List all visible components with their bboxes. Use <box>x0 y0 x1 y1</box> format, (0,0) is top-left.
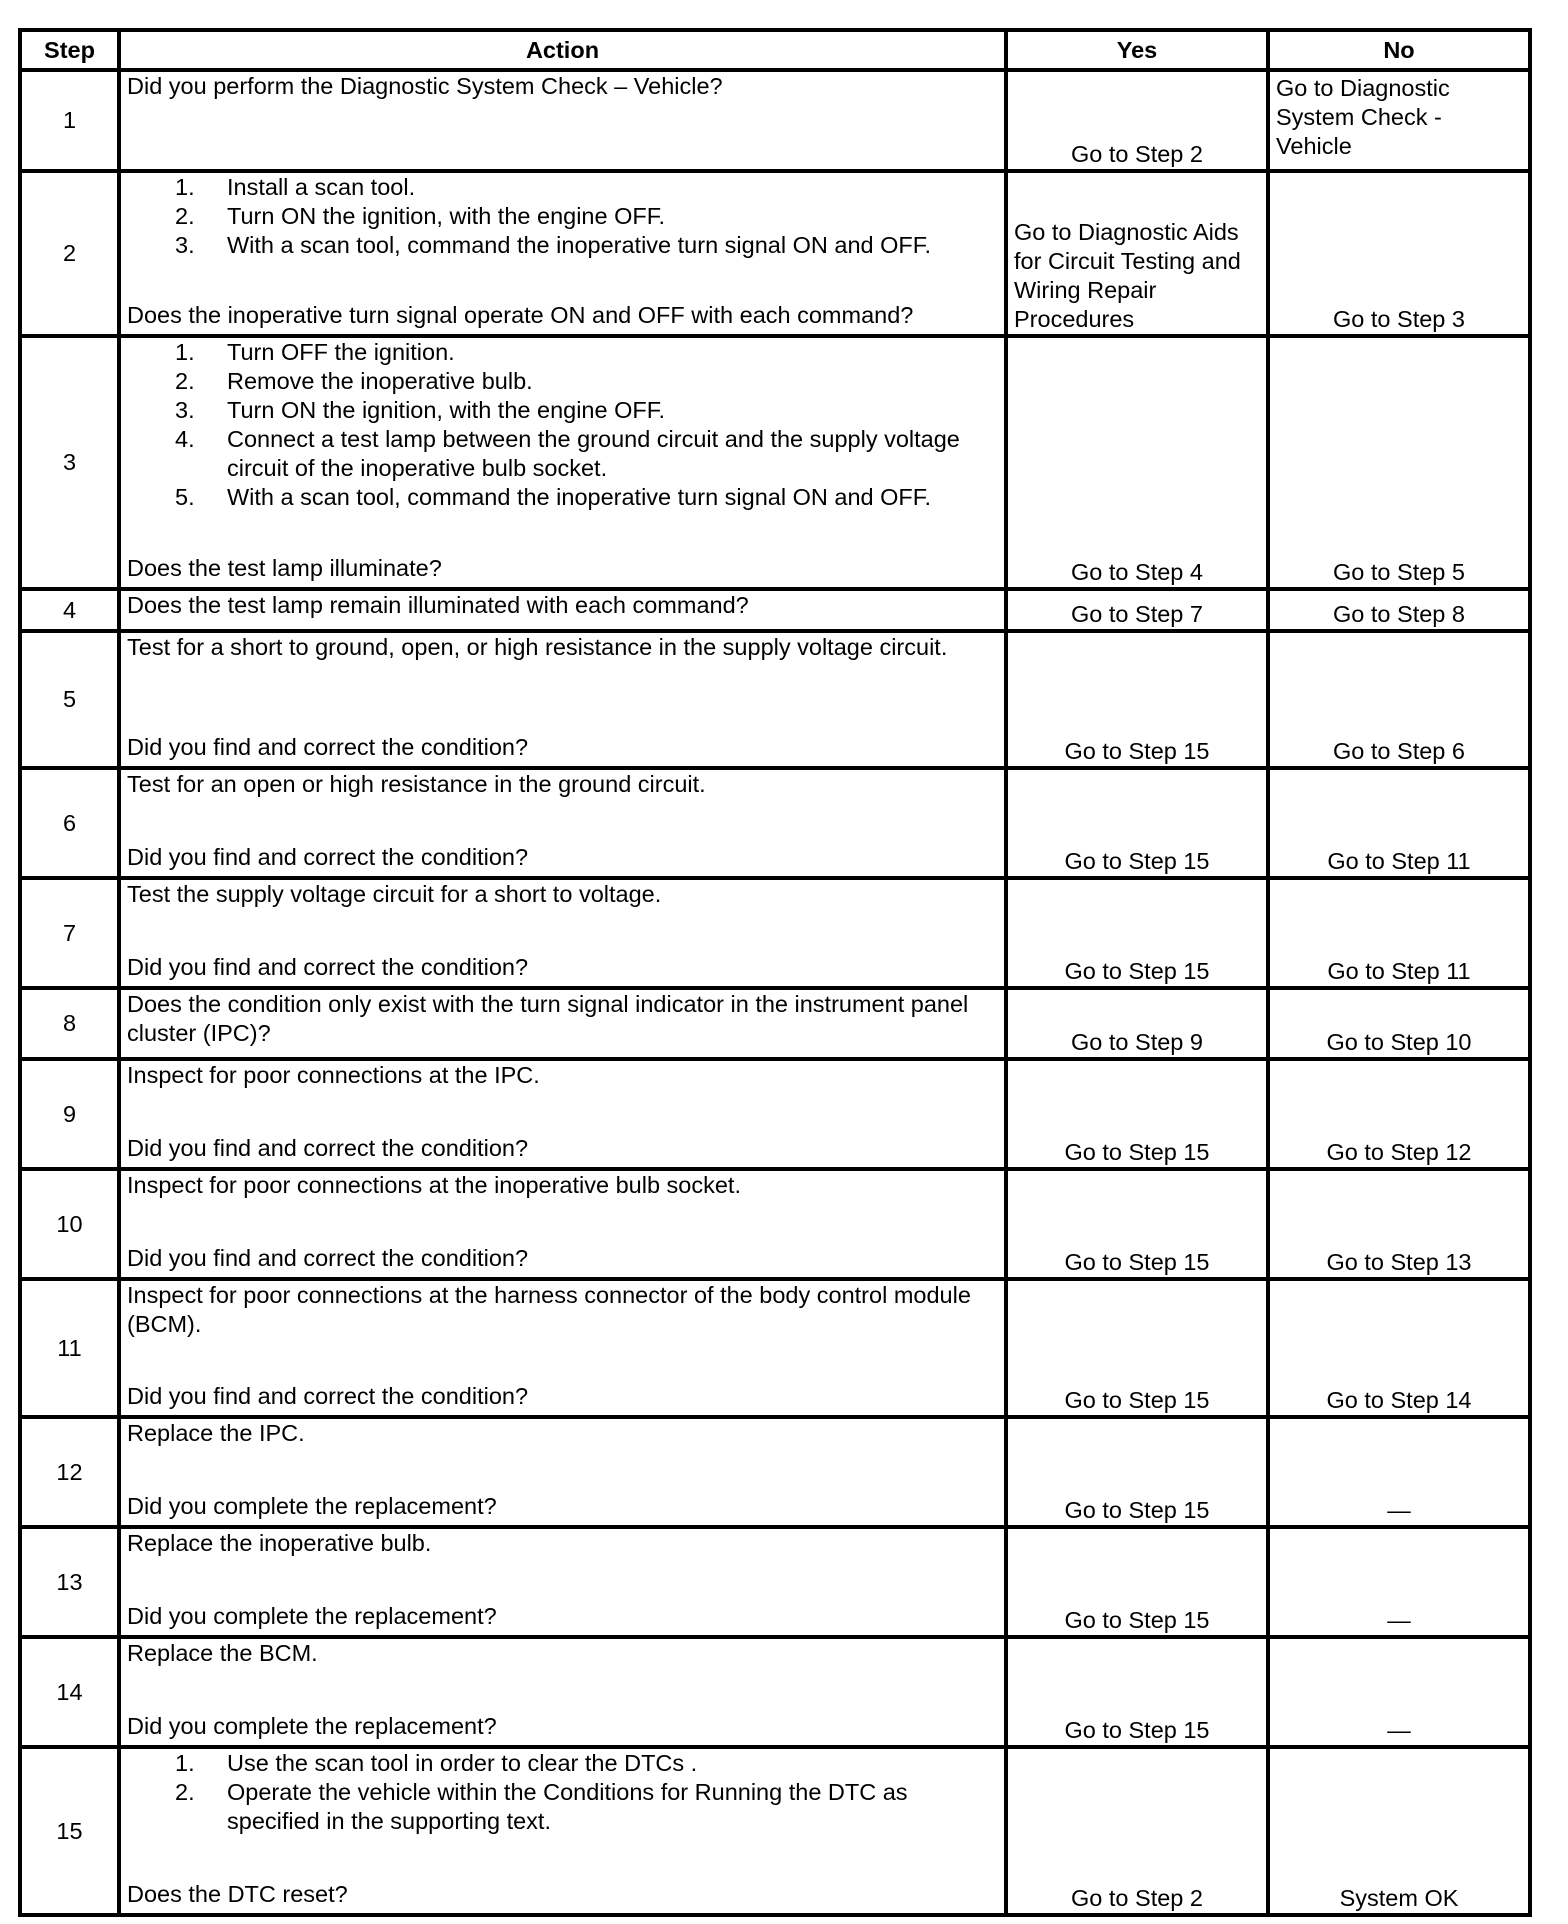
step-number: 14 <box>20 1637 119 1747</box>
action-cell <box>119 1169 1006 1279</box>
action-question: Did you find and correct the condition? <box>127 954 529 980</box>
action-instructions <box>127 990 998 1048</box>
no-result: Go to Step 6 <box>1268 631 1530 768</box>
step-number: 10 <box>20 1169 119 1279</box>
action-text: Does the condition only exist with the turn signal indicator in the instrument panel cluster (IPC)? <box>127 991 969 1046</box>
action-question: Did you find and correct the condition? <box>127 1383 529 1409</box>
no-result: Go to Step 13 <box>1268 1169 1530 1279</box>
list-item <box>175 483 998 512</box>
no-result: Go to Diagnostic System Check - Vehicle <box>1268 70 1530 171</box>
action-cell <box>119 1417 1006 1527</box>
list-item-text: Turn ON the ignition, with the engine OFF. <box>227 203 666 229</box>
action-question: Does the inoperative turn signal operate ON and OFF with each command? <box>127 302 914 328</box>
action-cell <box>119 768 1006 878</box>
action-cell <box>119 171 1006 336</box>
header-row <box>20 30 1530 70</box>
action-instructions <box>127 173 998 260</box>
yes-result: Go to Step 15 <box>1006 878 1268 988</box>
list-item <box>175 425 998 483</box>
action-instructions <box>127 1419 998 1448</box>
action-question: Did you find and correct the condition? <box>127 1245 529 1271</box>
action-question: Does the test lamp illuminate? <box>127 555 442 581</box>
list-item-text: Turn OFF the ignition. <box>227 339 455 365</box>
no-result: — <box>1268 1637 1530 1747</box>
action-instructions <box>127 1749 998 1836</box>
table-row <box>20 171 1530 336</box>
list-item-number: 1. <box>175 339 195 365</box>
action-cell <box>119 70 1006 171</box>
no-result: Go to Step 11 <box>1268 878 1530 988</box>
action-content <box>127 1529 998 1631</box>
action-instructions <box>127 1061 998 1090</box>
diagnostic-table <box>18 28 1532 1917</box>
no-result: System OK <box>1268 1747 1530 1915</box>
no-result: Go to Step 12 <box>1268 1059 1530 1169</box>
action-content <box>127 591 998 625</box>
list-item <box>175 202 998 231</box>
step-number: 9 <box>20 1059 119 1169</box>
table-row <box>20 1637 1530 1747</box>
action-cell <box>119 988 1006 1059</box>
action-question: Did you complete the replacement? <box>127 1493 497 1519</box>
no-result: Go to Step 8 <box>1268 589 1530 631</box>
step-number: 15 <box>20 1747 119 1915</box>
action-instructions <box>127 338 998 512</box>
action-text: Replace the inoperative bulb. <box>127 1530 432 1556</box>
table-row <box>20 1417 1530 1527</box>
table-row <box>20 1527 1530 1637</box>
step-number: 4 <box>20 589 119 631</box>
no-result: Go to Step 14 <box>1268 1279 1530 1417</box>
action-text: Inspect for poor connections at the inoperative bulb socket. <box>127 1172 741 1198</box>
yes-result: Go to Step 7 <box>1006 589 1268 631</box>
action-text: Replace the IPC. <box>127 1420 305 1446</box>
yes-result: Go to Step 15 <box>1006 1059 1268 1169</box>
header-step: Step <box>20 30 119 70</box>
list-item <box>175 1749 998 1778</box>
action-text: Inspect for poor connections at the harness connector of the body control module (BCM). <box>127 1282 971 1337</box>
yes-result: Go to Step 15 <box>1006 1279 1268 1417</box>
table-row <box>20 1169 1530 1279</box>
list-item-text: Install a scan tool. <box>227 174 416 200</box>
list-item-text: Turn ON the ignition, with the engine OFF. <box>227 397 666 423</box>
list-item-number: 3. <box>175 397 195 423</box>
action-content <box>127 1419 998 1521</box>
action-instructions <box>127 633 998 662</box>
step-number: 7 <box>20 878 119 988</box>
list-item-number: 2. <box>175 203 195 229</box>
step-number: 6 <box>20 768 119 878</box>
action-content <box>127 338 998 583</box>
action-instructions <box>127 770 998 799</box>
table-row <box>20 1059 1530 1169</box>
step-number: 2 <box>20 171 119 336</box>
step-number: 3 <box>20 336 119 589</box>
action-cell <box>119 1747 1006 1915</box>
action-content <box>127 990 998 1053</box>
action-content <box>127 1171 998 1273</box>
action-content <box>127 1061 998 1163</box>
list-item-text: With a scan tool, command the inoperative turn signal ON and OFF. <box>227 484 932 510</box>
no-result: — <box>1268 1417 1530 1527</box>
list-item-number: 4. <box>175 426 195 452</box>
list-item-text: Remove the inoperative bulb. <box>227 368 533 394</box>
list-item-number: 3. <box>175 232 195 258</box>
action-text: Test for an open or high resistance in the ground circuit. <box>127 771 706 797</box>
action-instructions <box>127 1639 998 1668</box>
action-content <box>127 1639 998 1741</box>
list-item-text: Use the scan tool in order to clear the DTCs . <box>227 1750 698 1776</box>
table-row <box>20 1747 1530 1915</box>
numbered-list <box>127 338 998 512</box>
table-row <box>20 70 1530 171</box>
step-number: 8 <box>20 988 119 1059</box>
action-cell <box>119 336 1006 589</box>
yes-result: Go to Step 15 <box>1006 1527 1268 1637</box>
action-instructions <box>127 1529 998 1558</box>
step-number: 12 <box>20 1417 119 1527</box>
action-cell <box>119 1059 1006 1169</box>
yes-result: Go to Step 15 <box>1006 768 1268 878</box>
no-result: — <box>1268 1527 1530 1637</box>
table-row <box>20 336 1530 589</box>
action-cell <box>119 878 1006 988</box>
action-text: Inspect for poor connections at the IPC. <box>127 1062 540 1088</box>
action-content <box>127 1281 998 1411</box>
list-item-number: 2. <box>175 368 195 394</box>
list-item-text: With a scan tool, command the inoperative turn signal ON and OFF. <box>227 232 932 258</box>
action-question: Did you find and correct the condition? <box>127 1135 529 1161</box>
list-item-text: Operate the vehicle within the Conditions for Running the DTC as specified in the supporting text. <box>227 1779 908 1834</box>
list-item <box>175 1778 998 1836</box>
action-content <box>127 770 998 872</box>
no-result: Go to Step 10 <box>1268 988 1530 1059</box>
yes-result: Go to Step 2 <box>1006 1747 1268 1915</box>
header-action: Action <box>119 30 1006 70</box>
action-text: Test for a short to ground, open, or high resistance in the supply voltage circuit. <box>127 634 948 660</box>
table-row <box>20 988 1530 1059</box>
step-number: 5 <box>20 631 119 768</box>
action-content <box>127 173 998 330</box>
no-result: Go to Step 3 <box>1268 171 1530 336</box>
yes-result: Go to Step 9 <box>1006 988 1268 1059</box>
action-text: Did you perform the Diagnostic System Check – Vehicle? <box>127 73 723 99</box>
table-row <box>20 589 1530 631</box>
list-item-number: 5. <box>175 484 195 510</box>
header-no: No <box>1268 30 1530 70</box>
action-cell <box>119 631 1006 768</box>
action-text: Replace the BCM. <box>127 1640 318 1666</box>
action-instructions <box>127 1281 998 1339</box>
action-content <box>127 633 998 762</box>
step-number: 1 <box>20 70 119 171</box>
list-item-number: 1. <box>175 1750 195 1776</box>
yes-result: Go to Step 15 <box>1006 1637 1268 1747</box>
list-item-number: 1. <box>175 174 195 200</box>
action-instructions <box>127 1171 998 1200</box>
header-yes: Yes <box>1006 30 1268 70</box>
action-question: Did you complete the replacement? <box>127 1713 497 1739</box>
action-text: Test the supply voltage circuit for a short to voltage. <box>127 881 662 907</box>
step-number: 13 <box>20 1527 119 1637</box>
action-text: Does the test lamp remain illuminated with each command? <box>127 592 749 618</box>
list-item-text: Connect a test lamp between the ground circuit and the supply voltage circuit of the inoperative bulb socket. <box>227 426 960 481</box>
yes-result: Go to Step 15 <box>1006 1169 1268 1279</box>
action-cell <box>119 1637 1006 1747</box>
list-item <box>175 231 998 260</box>
list-item-number: 2. <box>175 1779 195 1805</box>
list-item <box>175 338 998 367</box>
action-question: Did you find and correct the condition? <box>127 844 529 870</box>
table-row <box>20 1279 1530 1417</box>
numbered-list <box>127 173 998 260</box>
action-cell <box>119 589 1006 631</box>
numbered-list <box>127 1749 998 1836</box>
no-result: Go to Step 11 <box>1268 768 1530 878</box>
yes-result: Go to Step 15 <box>1006 631 1268 768</box>
action-content <box>127 1749 998 1909</box>
yes-result: Go to Step 2 <box>1006 70 1268 171</box>
table-row <box>20 768 1530 878</box>
action-cell <box>119 1527 1006 1637</box>
yes-result: Go to Diagnostic Aids for Circuit Testing and Wiring Repair Procedures <box>1006 171 1268 336</box>
list-item <box>175 396 998 425</box>
action-question: Does the DTC reset? <box>127 1881 348 1907</box>
table-row <box>20 631 1530 768</box>
action-instructions <box>127 72 998 101</box>
action-instructions <box>127 591 998 620</box>
yes-result: Go to Step 4 <box>1006 336 1268 589</box>
list-item <box>175 173 998 202</box>
list-item <box>175 367 998 396</box>
action-instructions <box>127 880 998 909</box>
action-question: Did you find and correct the condition? <box>127 734 529 760</box>
yes-result: Go to Step 15 <box>1006 1417 1268 1527</box>
action-question: Did you complete the replacement? <box>127 1603 497 1629</box>
step-number: 11 <box>20 1279 119 1417</box>
action-content <box>127 72 998 165</box>
table-row <box>20 878 1530 988</box>
action-cell <box>119 1279 1006 1417</box>
no-result: Go to Step 5 <box>1268 336 1530 589</box>
action-content <box>127 880 998 982</box>
